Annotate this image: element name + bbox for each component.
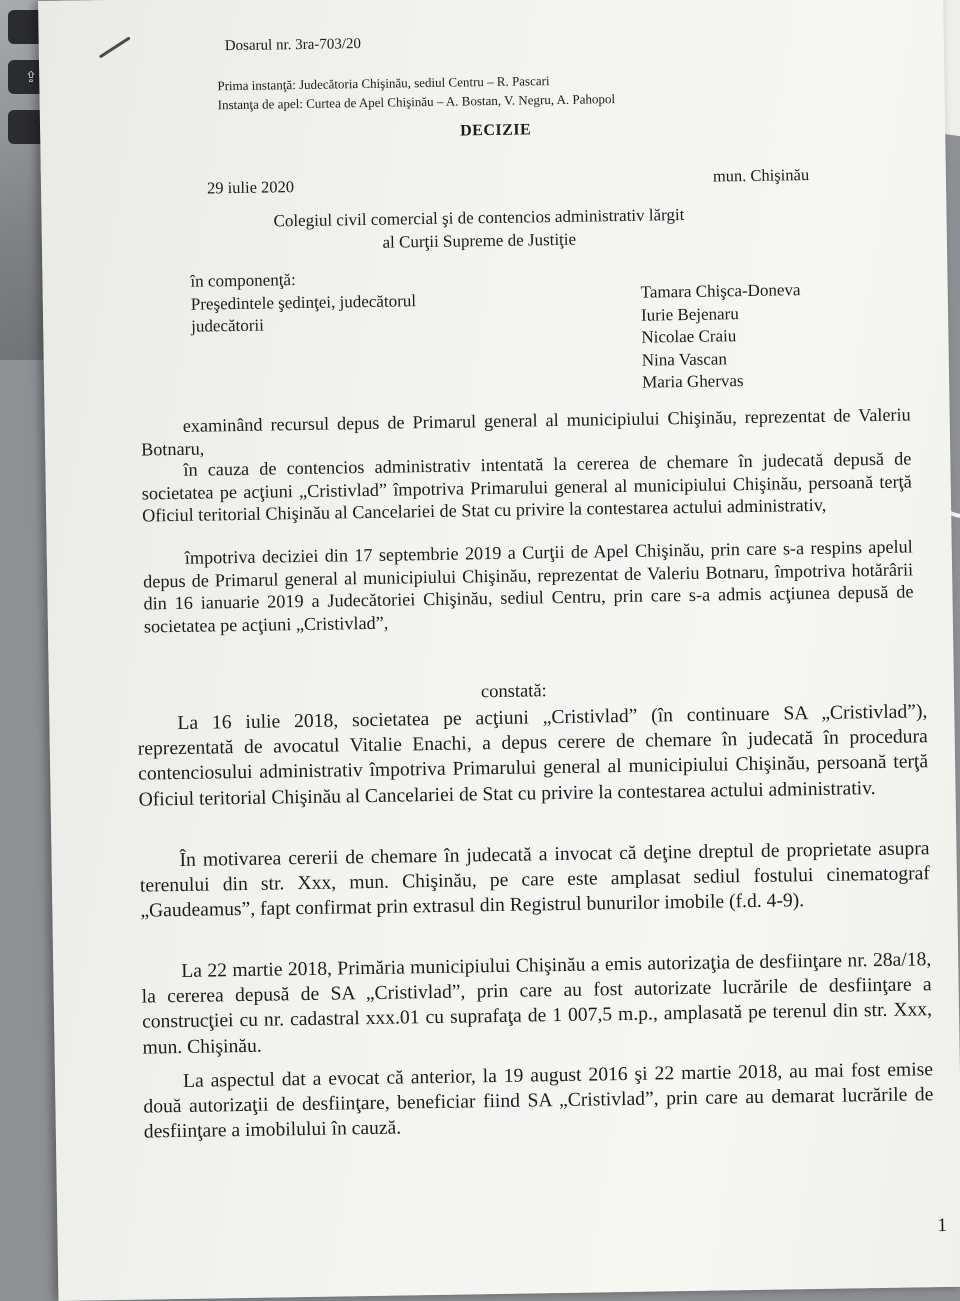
paragraph-examining: examinând recursul depus de Primarul general al municipiului Chişinău, reprezentat de Valeriu Botnaru, (140, 404, 911, 460)
judge-name: Iurie Bejenaru (640, 303, 739, 325)
judges-label: judecătorii (191, 315, 265, 336)
decision-date: 29 iulie 2020 (206, 177, 295, 198)
composition (190, 267, 416, 338)
presiding-label: Preşedintele şedinţei, judecătorul (190, 290, 417, 314)
college-line-2: al Curţii Supreme de Justiţie (382, 229, 577, 252)
judge-name: Maria Ghervas (641, 371, 744, 392)
case-number: Dosarul nr. 3ra-703/20 (224, 36, 362, 55)
pen-mark (99, 36, 131, 58)
document-page (38, 0, 960, 1301)
paragraph-2: În motivarea cererii de chemare în judecată a invocat că deţine dreptul de proprietate asupra terenului din str. Xxx, mun. Chişinău, pe care este amplasat sediul fostului cinematograf „Gaudeamus”, fapt confirmat prin extrasul din Registrul bunurilor imobile (f.d. 4-9). (139, 838, 931, 923)
paragraph-1: La 16 iulie 2018, societatea pe acţiuni „Cristivlad” (în continuare SA „Cristivlad”), reprezentată de avocatul Vitalie Enachi, a depus cerere de chemare în judecată în procedura contenciosului administrativ împotriva Primarului general al municipiului Chişinău, persoană terţă Oficiul teritorial Chişinău al Cancelariei de Stat cu privire la contestarea actului administrativ. (137, 701, 929, 811)
page-number: 1 (937, 1214, 948, 1237)
court-college (273, 203, 685, 255)
judges-list (641, 279, 803, 394)
judge-name: Tamara Chişca-Doneva (640, 280, 801, 302)
appeal-instance: Instanţa de apel: Curtea de Apel Chişinău – A. Bostan, V. Negru, A. Pahopol (217, 91, 616, 113)
first-instance: Prima instanţă: Judecătoria Chişinău, sediul Centru – R. Pascari (217, 73, 550, 94)
paragraph-against: împotriva deciziei din 17 septembrie 2019 a Curţii de Apel Chişinău, prin care s-a respins apelul depus de Primarul general al municipiului Chişinău, reprezentat de Valeriu Botnaru, împotriva hotărârii din 16 ianuarie 2019 a Judecătoriei Chişinău, sediul Centru, prin care s-a admis acţiunea depusă de societatea pe acţiuni „Cristivlad”, (143, 536, 914, 637)
college-line-1: Colegiul civil comercial şi de contencios administrativ lărgit (273, 204, 685, 231)
decision-city: mun. Chişinău (712, 165, 810, 186)
capslock-key-icon: ⇪ (8, 60, 54, 94)
paragraph-case: în cauza de contencios administrativ intentată la cererea de chemare în judecată depusă de societatea pe acţiuni „Cristivlad” împotriva Primarului general al municipiului Chişinău, persoană terţă Oficiul teritorial Chişinău al Cancelariei de Stat cu privire la contestarea actului administrativ, (141, 448, 912, 526)
finds-heading: constată: (480, 681, 547, 703)
document-title: DECIZIE (460, 121, 532, 140)
paragraph-4: La aspectul dat a evocat că anterior, la 19 august 2016 şi 22 martie 2018, au mai fost emise două autorizaţii de desfiinţare, beneficiar fiind SA „Cristivlad”, prin care au demarat lucrările de desfiinţare a imobilului în cauză. (143, 1059, 934, 1143)
composition-label: în componenţă: (190, 270, 296, 291)
judge-name: Nina Vascan (641, 348, 728, 370)
paragraph-3: La 22 martie 2018, Primăria municipiului Chişinău a emis autorizaţia de desfiinţare nr. 28a/18, la cererea depusă de SA „Cristivlad”, prin care au fost autorizate lucrările de desfiinţare a construcţiei cu nr. cadastral xxx.01 cu suprafaţa de 1 007,5 m.p., amplasată pe terenul din str. Xxx, mun. Chişinău. (141, 949, 933, 1059)
judge-name: Nicolae Craiu (641, 326, 737, 347)
